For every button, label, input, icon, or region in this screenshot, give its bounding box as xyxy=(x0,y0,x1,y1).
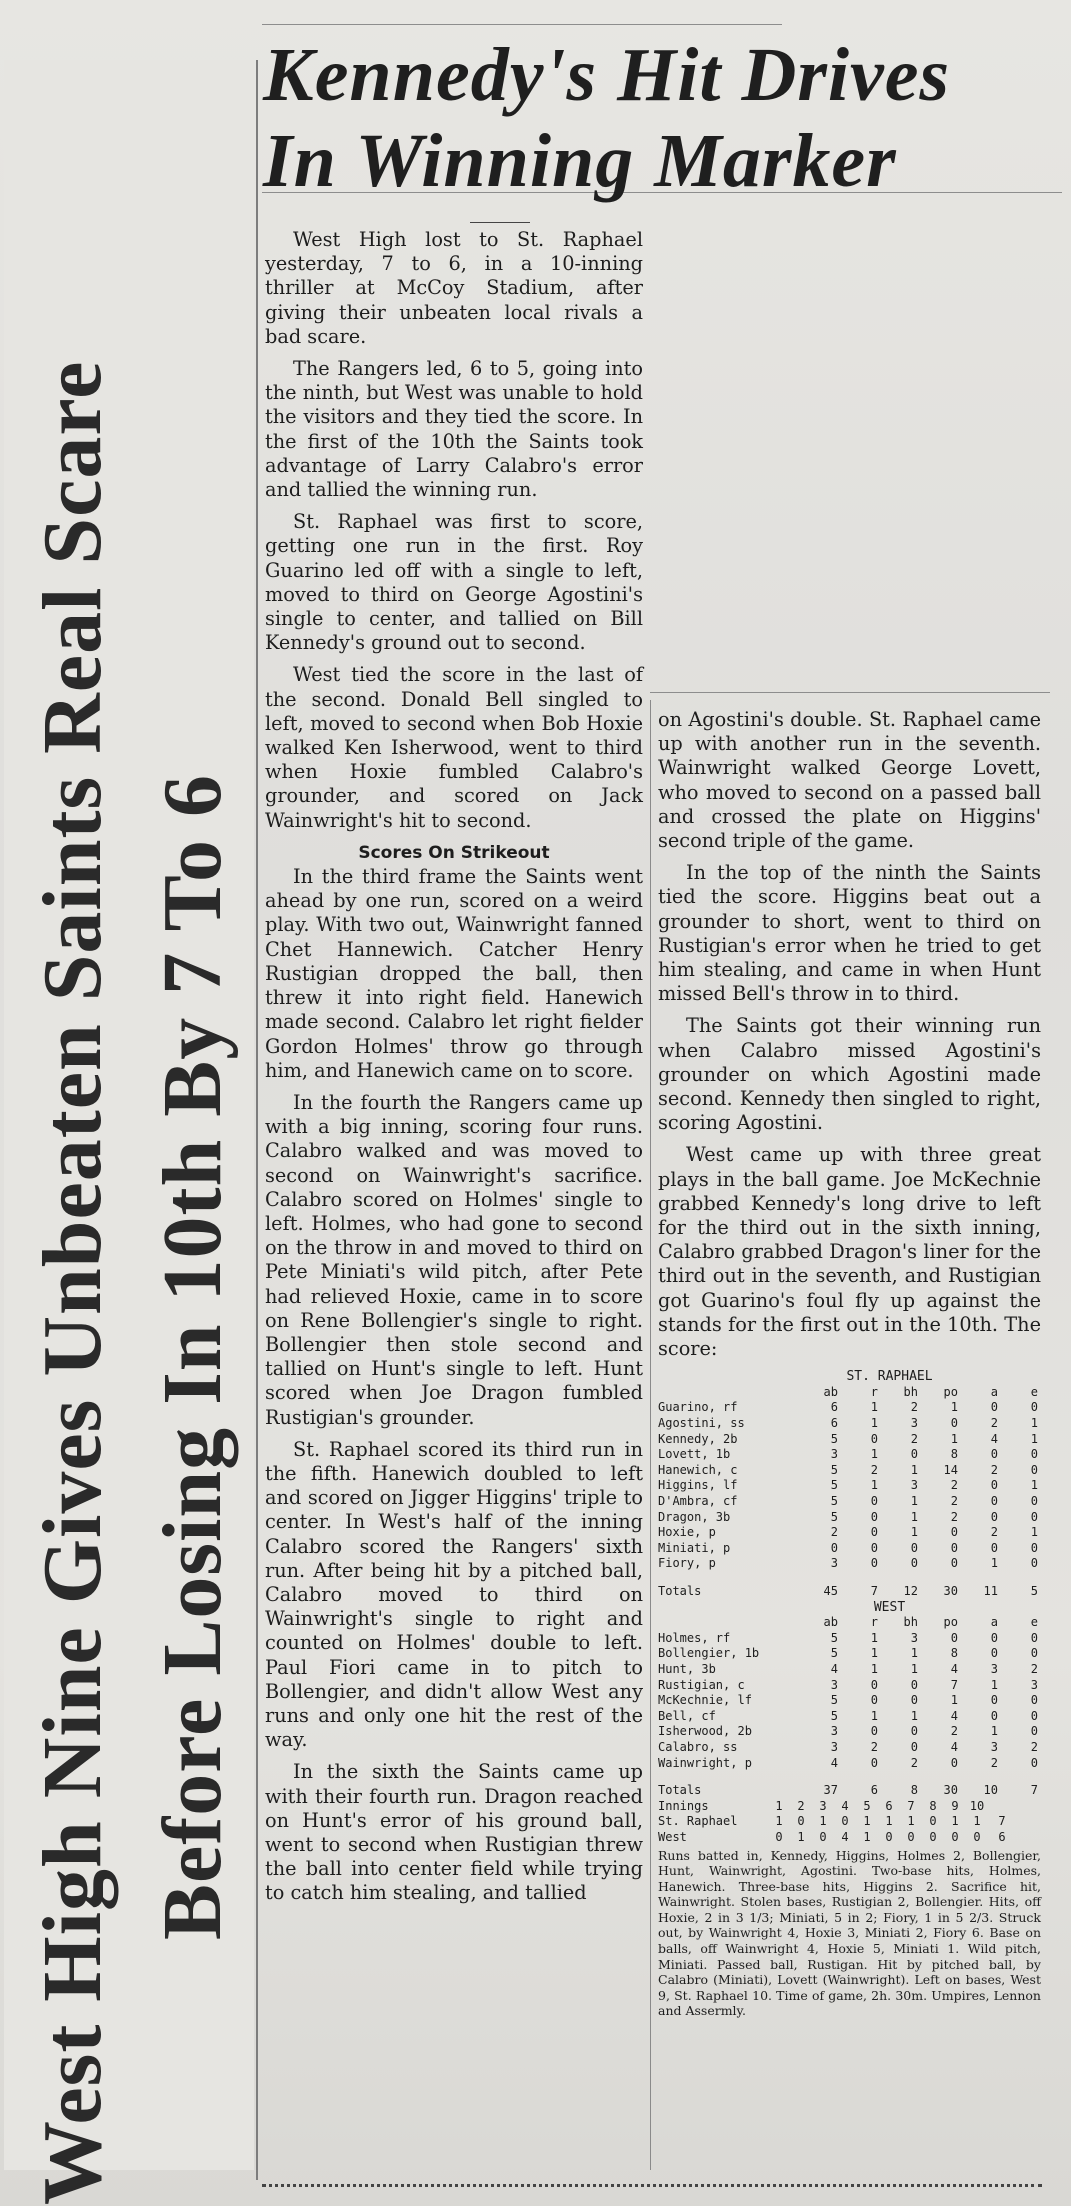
inning-number: 6 xyxy=(885,1798,893,1813)
player-name: D'Ambra, cf xyxy=(658,1494,738,1509)
player-name: Agostini, ss xyxy=(658,1416,745,1431)
stat-cell: 0 xyxy=(1030,1540,1038,1555)
total-bh: 12 xyxy=(903,1584,918,1598)
paragraph: West High lost to St. Raphael yesterday, 7 to 6, in a 10-inning thriller at McCoy Stadium, after giving their unbeaten local rivals a bad scare. xyxy=(265,228,643,348)
column-rule xyxy=(256,60,258,2180)
player-row xyxy=(658,1740,1041,1756)
stat-col-ab: ab xyxy=(823,1384,838,1399)
player-name: Hunt, 3b xyxy=(658,1661,716,1676)
stat-cell: 4 xyxy=(950,1708,958,1723)
inning-runs: 1 xyxy=(951,1814,959,1829)
dateline-dash xyxy=(470,222,530,223)
stat-cell: 3 xyxy=(830,1724,838,1739)
stat-cell: 5 xyxy=(830,1509,838,1524)
inning-runs: 1 xyxy=(775,1814,783,1829)
stat-cell: 4 xyxy=(950,1661,958,1676)
player-row xyxy=(658,1478,1041,1494)
stat-cell: 1 xyxy=(1030,1416,1038,1431)
player-row xyxy=(658,1525,1041,1541)
stat-cell: 0 xyxy=(1030,1509,1038,1524)
stat-cell: 0 xyxy=(990,1540,998,1555)
innings-label: Innings xyxy=(658,1798,709,1813)
total-bh: 8 xyxy=(910,1783,918,1798)
stat-cell: 0 xyxy=(1030,1646,1038,1661)
total-po: 30 xyxy=(943,1783,958,1798)
paragraph: West came up with three great plays in the ball game. Joe McKechnie grabbed Kennedy's long drive to left for the third out in the sixth inning, Calabro grabbed Dragon's liner for the third out in the seventh, and Rustigian got Guarino's foul fly up against the stands for the first out in the 10th. The score: xyxy=(658,1143,1041,1361)
west-player-rows xyxy=(658,1631,1041,1771)
stat-cell: 0 xyxy=(910,1693,918,1708)
paragraph: In the sixth the Saints came up with their fourth run. Dragon reached on Hunt's error of his ground ball, went to second when Rustigian threw the ball into center field while trying to catch him stealing, and tallied xyxy=(265,1760,643,1905)
stat-col-r: r xyxy=(870,1615,878,1630)
side-headline-line1: West High Nine Gives Unbeaten Saints Real Scare xyxy=(26,360,119,2205)
stat-cell: 3 xyxy=(990,1739,998,1754)
linescore-total: 6 xyxy=(998,1829,1006,1844)
stat-cell: 0 xyxy=(910,1540,918,1555)
box-score-notes: Runs batted in, Kennedy, Higgins, Holmes 2, Bollengier, Hunt, Wainwright, Agostini. Two-base hits, Holmes, Hanewich. Three-base hits, Higgins 2. Sacrifice hit, Wainwright. Stolen bases, Rustigian 2, Bollengier. Hits, off Hoxie, 2 in 3 1/3; Miniati, 5 in 2; Fiory, 1 in 5 2/3. Struck out, by Wainwright 4, Hoxie 3, Miniati 2, Fiory 6. Base on balls, off Wainwright 4, Hoxie 5, Miniati 1. Wild pitch, Miniati. Passed ball, Rustigan. Hit by pitched ball, by Calabro (Miniati), Lovett (Wainwright). Left on bases, West 9, St. Raphael 10. Time of game, 2h. 30m. Umpires, Lennon and Assermly. xyxy=(658,1847,1041,2019)
player-row xyxy=(658,1678,1041,1694)
inning-runs: 1 xyxy=(819,1814,827,1829)
stat-cell: 0 xyxy=(870,1693,878,1708)
total-po: 30 xyxy=(943,1584,958,1598)
stat-cell: 0 xyxy=(830,1540,838,1555)
player-name: Bollengier, 1b xyxy=(658,1646,760,1661)
stat-cell: 0 xyxy=(990,1708,998,1723)
stat-cell: 0 xyxy=(910,1447,918,1462)
stat-cell: 7 xyxy=(950,1677,958,1692)
stat-cell: 1 xyxy=(950,1431,958,1446)
stat-cell: 0 xyxy=(1030,1400,1038,1415)
player-name: Calabro, ss xyxy=(658,1739,738,1754)
stat-header-row xyxy=(658,1615,1041,1631)
total-ab: 45 xyxy=(823,1584,838,1598)
player-name: Higgins, lf xyxy=(658,1478,738,1493)
player-name: Holmes, rf xyxy=(658,1630,731,1645)
stat-cell: 0 xyxy=(950,1755,958,1770)
player-row xyxy=(658,1662,1041,1678)
stat-cell: 6 xyxy=(830,1400,838,1415)
stat-cell: 2 xyxy=(990,1416,998,1431)
stat-cell: 1 xyxy=(870,1708,878,1723)
player-name: Isherwood, 2b xyxy=(658,1724,752,1739)
player-name: Bell, cf xyxy=(658,1708,716,1723)
stat-cell: 3 xyxy=(1030,1677,1038,1692)
stat-cell: 0 xyxy=(910,1724,918,1739)
top-rule xyxy=(262,24,782,25)
paragraph: on Agostini's double. St. Raphael came up with another run in the seventh. Wainwright walked George Lovett, who moved to second on a passed ball and crossed the plate on Higgins' second triple of the game. xyxy=(658,708,1041,853)
linescore-row xyxy=(658,1830,1041,1846)
west-totals-row xyxy=(658,1783,1041,1799)
inning-runs: 1 xyxy=(863,1814,871,1829)
stat-cell: 0 xyxy=(1030,1447,1038,1462)
stat-cell: 1 xyxy=(910,1525,918,1540)
stat-cell: 1 xyxy=(870,1478,878,1493)
inning-number: 2 xyxy=(797,1798,805,1813)
stat-cell: 0 xyxy=(990,1693,998,1708)
innings-header xyxy=(658,1799,1041,1815)
linescore-team: St. Raphael xyxy=(658,1814,738,1829)
stat-col-bh: bh xyxy=(903,1615,918,1630)
stat-cell: 1 xyxy=(870,1400,878,1415)
stat-cell: 1 xyxy=(910,1708,918,1723)
stat-cell: 1 xyxy=(910,1462,918,1477)
stat-cell: 4 xyxy=(990,1431,998,1446)
player-row xyxy=(658,1724,1041,1740)
paragraph: St. Raphael was first to score, getting one run in the first. Roy Guarino led off with a single to left, moved to third on George Agostini's single to center, and tallied on Bill Kennedy's ground out to second. xyxy=(265,510,643,655)
inning-runs: 1 xyxy=(907,1814,915,1829)
side-headline-line2: Before Losing In 10th By 7 To 6 xyxy=(146,773,239,1940)
stat-col-po: po xyxy=(943,1615,958,1630)
side-headline xyxy=(4,60,254,2205)
stat-cell: 0 xyxy=(1030,1693,1038,1708)
article-column-1 xyxy=(265,228,643,1914)
stat-col-bh: bh xyxy=(903,1384,918,1399)
player-name: Dragon, 3b xyxy=(658,1509,731,1524)
stat-cell: 2 xyxy=(950,1494,958,1509)
inning-runs: 0 xyxy=(885,1829,893,1844)
stat-cell: 0 xyxy=(990,1509,998,1524)
stat-cell: 1 xyxy=(870,1416,878,1431)
article-column-2 xyxy=(658,708,1041,2019)
player-row xyxy=(658,1432,1041,1448)
stat-cell: 4 xyxy=(830,1755,838,1770)
inning-runs: 0 xyxy=(929,1829,937,1844)
stat-cell: 0 xyxy=(1030,1630,1038,1645)
player-row xyxy=(658,1541,1041,1557)
total-e: 7 xyxy=(1030,1783,1038,1798)
linescore-row xyxy=(658,1814,1041,1830)
stat-cell: 8 xyxy=(950,1646,958,1661)
team-name-saints: ST. RAPHAEL xyxy=(846,1369,933,1385)
player-name: Kennedy, 2b xyxy=(658,1431,738,1446)
stat-cell: 0 xyxy=(910,1677,918,1692)
player-row xyxy=(658,1400,1041,1416)
stat-cell: 5 xyxy=(830,1431,838,1446)
stat-cell: 0 xyxy=(990,1447,998,1462)
stat-cell: 0 xyxy=(1030,1755,1038,1770)
subheading: Scores On Strikeout xyxy=(358,842,550,863)
stat-cell: 0 xyxy=(870,1509,878,1524)
player-row xyxy=(658,1631,1041,1647)
stat-col-e: e xyxy=(1030,1384,1038,1399)
stat-cell: 0 xyxy=(950,1630,958,1645)
stat-col-ab: ab xyxy=(823,1615,838,1630)
player-row xyxy=(658,1756,1041,1772)
stat-cell: 1 xyxy=(910,1494,918,1509)
stat-col-e: e xyxy=(1030,1615,1038,1630)
player-row xyxy=(658,1416,1041,1432)
player-row xyxy=(658,1510,1041,1526)
player-name: Miniati, p xyxy=(658,1540,731,1555)
stat-cell: 1 xyxy=(1030,1525,1038,1540)
player-row xyxy=(658,1556,1041,1572)
inning-runs: 1 xyxy=(885,1814,893,1829)
stat-cell: 2 xyxy=(950,1478,958,1493)
stat-cell: 0 xyxy=(910,1739,918,1754)
stat-cell: 0 xyxy=(1030,1462,1038,1477)
column-divider xyxy=(650,700,651,2170)
stat-cell: 0 xyxy=(1030,1556,1038,1571)
stat-cell: 2 xyxy=(830,1525,838,1540)
stat-cell: 0 xyxy=(950,1556,958,1571)
box-score xyxy=(658,1369,1041,2019)
player-row xyxy=(658,1693,1041,1709)
stat-cell: 3 xyxy=(910,1630,918,1645)
headline-line1: Kennedy's Hit Drives xyxy=(263,33,951,117)
stat-cell: 6 xyxy=(830,1416,838,1431)
stat-cell: 5 xyxy=(830,1462,838,1477)
inning-number: 4 xyxy=(841,1798,849,1813)
player-name: Wainwright, p xyxy=(658,1755,752,1770)
stat-cell: 2 xyxy=(950,1509,958,1524)
inning-runs: 0 xyxy=(819,1829,827,1844)
inning-number: 1 xyxy=(775,1798,783,1813)
stat-cell: 5 xyxy=(830,1693,838,1708)
inning-runs: 1 xyxy=(863,1829,871,1844)
stat-cell: 0 xyxy=(1030,1494,1038,1509)
stat-cell: 0 xyxy=(990,1494,998,1509)
stat-cell: 3 xyxy=(990,1661,998,1676)
stat-cell: 3 xyxy=(830,1556,838,1571)
saints-player-rows xyxy=(658,1400,1041,1572)
stat-cell: 1 xyxy=(870,1447,878,1462)
stat-cell: 4 xyxy=(830,1661,838,1676)
stat-cell: 1 xyxy=(870,1630,878,1645)
player-row xyxy=(658,1494,1041,1510)
article-headline xyxy=(263,32,1063,204)
paragraph: West tied the score in the last of the second. Donald Bell singled to left, moved to second when Bob Hoxie walked Ken Isherwood, went to third when Hoxie fumbled Calabro's grounder, and scored on Jack Wainwright's hit to second. xyxy=(265,663,643,832)
stat-cell: 3 xyxy=(910,1478,918,1493)
line-score xyxy=(658,1799,1041,1846)
stat-cell: 1 xyxy=(910,1646,918,1661)
saints-totals-row xyxy=(658,1584,1041,1600)
team-name-west: WEST xyxy=(873,1599,906,1615)
inning-runs: 1 xyxy=(797,1829,805,1844)
stat-cell: 1 xyxy=(950,1693,958,1708)
paragraph: St. Raphael scored its third run in the fifth. Hanewich doubled to left and scored on Jigger Higgins' triple to center. In West's half of the inning Calabro scored the Rangers' sixth run. After being hit by a pitched ball, Calabro moved to third on Wainwright's single to right and counted on Holmes' double to left. Paul Fiori came in to pitch to Bollengier, and didn't allow West any runs and only one hit the rest of the way. xyxy=(265,1437,643,1752)
stat-cell: 1 xyxy=(870,1661,878,1676)
stat-cell: 5 xyxy=(830,1708,838,1723)
stat-cell: 2 xyxy=(990,1525,998,1540)
stat-col-r: r xyxy=(870,1384,878,1399)
stat-cell: 1 xyxy=(950,1400,958,1415)
stat-cell: 0 xyxy=(990,1646,998,1661)
stat-cell: 1 xyxy=(1030,1431,1038,1446)
stat-cell: 0 xyxy=(870,1431,878,1446)
stat-cell: 0 xyxy=(990,1478,998,1493)
stat-cell: 1 xyxy=(990,1556,998,1571)
player-name: Hanewich, c xyxy=(658,1462,738,1477)
inning-runs: 0 xyxy=(929,1814,937,1829)
stat-cell: 0 xyxy=(870,1724,878,1739)
stat-cell: 2 xyxy=(950,1724,958,1739)
stat-cell: 0 xyxy=(870,1677,878,1692)
inning-runs: 1 xyxy=(973,1814,981,1829)
stat-cell: 0 xyxy=(990,1630,998,1645)
stat-cell: 14 xyxy=(943,1462,958,1477)
totals-label: Totals xyxy=(658,1584,702,1598)
stat-cell: 1 xyxy=(910,1509,918,1524)
player-name: Fiory, p xyxy=(658,1556,716,1571)
inning-runs: 0 xyxy=(907,1829,915,1844)
stat-cell: 3 xyxy=(830,1677,838,1692)
paragraph: In the third frame the Saints went ahead by one run, scored on a weird play. With two out, Wainwright fanned Chet Hannewich. Catcher Henry Rustigian dropped the ball, then threw it into right field. Hanewich made second. Calabro let right fielder Gordon Holmes' throw go through him, and Hanewich came on to score. xyxy=(265,865,643,1082)
player-name: Hoxie, p xyxy=(658,1525,716,1540)
player-name: Guarino, rf xyxy=(658,1400,738,1415)
stat-cell: 5 xyxy=(830,1630,838,1645)
stat-cell: 2 xyxy=(910,1755,918,1770)
stat-cell: 1 xyxy=(990,1677,998,1692)
player-name: Lovett, 1b xyxy=(658,1447,731,1462)
stat-cell: 2 xyxy=(1030,1661,1038,1676)
headline-line2: In Winning Marker xyxy=(263,119,897,203)
stat-cell: 8 xyxy=(950,1447,958,1462)
stat-cell: 0 xyxy=(870,1525,878,1540)
stat-cell: 5 xyxy=(830,1478,838,1493)
stat-cell: 0 xyxy=(1030,1708,1038,1723)
inning-number: 5 xyxy=(863,1798,871,1813)
stat-cell: 0 xyxy=(870,1494,878,1509)
stat-cell: 0 xyxy=(910,1556,918,1571)
stat-cell: 0 xyxy=(1030,1724,1038,1739)
linescore-team: West xyxy=(658,1829,687,1844)
inning-runs: 0 xyxy=(951,1829,959,1844)
stat-cell: 2 xyxy=(990,1755,998,1770)
totals-label: Totals xyxy=(658,1783,702,1798)
paragraph: The Saints got their winning run when Calabro missed Agostini's grounder on which Agostini made second. Kennedy then singled to right, scoring Agostini. xyxy=(658,1014,1041,1135)
stat-cell: 2 xyxy=(910,1431,918,1446)
stat-cell: 3 xyxy=(910,1416,918,1431)
inning-number: 8 xyxy=(929,1798,937,1813)
paragraph: The Rangers led, 6 to 5, going into the ninth, but West was unable to hold the visitors and they tied the score. In the first of the 10th the Saints took advantage of Larry Calabro's error and tallied the winning run. xyxy=(265,357,643,502)
total-ab: 37 xyxy=(823,1783,838,1798)
stat-col-po: po xyxy=(943,1384,958,1399)
stat-cell: 0 xyxy=(870,1540,878,1555)
inning-number: 10 xyxy=(969,1798,985,1813)
stat-cell: 1 xyxy=(870,1646,878,1661)
inning-runs: 4 xyxy=(841,1829,849,1844)
total-a: 10 xyxy=(983,1783,998,1798)
stat-cell: 4 xyxy=(950,1739,958,1754)
stat-cell: 2 xyxy=(910,1400,918,1415)
player-row xyxy=(658,1646,1041,1662)
total-a: 11 xyxy=(983,1584,998,1598)
inning-runs: 0 xyxy=(797,1814,805,1829)
stat-cell: 5 xyxy=(830,1494,838,1509)
stat-col-a: a xyxy=(990,1615,998,1630)
inning-number: 3 xyxy=(819,1798,827,1813)
paragraph: In the top of the ninth the Saints tied the score. Higgins beat out a grounder to short, went to third on Rustigian's error when he tried to get him stealing, and came in when Hunt missed Bell's throw in to third. xyxy=(658,861,1041,1006)
player-name: Rustigian, c xyxy=(658,1677,745,1692)
stat-col-a: a xyxy=(990,1384,998,1399)
bottom-dotted-border xyxy=(262,2184,1042,2187)
player-row xyxy=(658,1463,1041,1479)
inning-number: 7 xyxy=(907,1798,915,1813)
player-row xyxy=(658,1447,1041,1463)
stat-cell: 2 xyxy=(1030,1739,1038,1754)
linescore-total: 7 xyxy=(998,1814,1006,1829)
stat-cell: 1 xyxy=(990,1724,998,1739)
stat-cell: 0 xyxy=(870,1556,878,1571)
stat-cell: 2 xyxy=(990,1462,998,1477)
stat-cell: 2 xyxy=(870,1739,878,1754)
stat-cell: 0 xyxy=(990,1400,998,1415)
stat-cell: 3 xyxy=(830,1739,838,1754)
inning-runs: 0 xyxy=(973,1829,981,1844)
photo-bottom-rule xyxy=(650,692,1050,693)
inning-number: 9 xyxy=(951,1798,959,1813)
stat-cell: 0 xyxy=(870,1755,878,1770)
total-r: 6 xyxy=(870,1783,878,1798)
player-name: McKechnie, lf xyxy=(658,1693,752,1708)
stat-cell: 3 xyxy=(830,1447,838,1462)
paragraph: In the fourth the Rangers came up with a big inning, scoring four runs. Calabro walked and was moved to second on Wainwright's sacrifice. Calabro scored on Holmes' single to left. Holmes, who had gone to second on the throw in and moved to third on Pete Miniati's wild pitch, after Pete had relieved Hoxie, came in to score on Rene Bollengier's single to right. Bollengier then stole second and tallied on Hunt's single to left. Hunt scored when Joe Dragon fumbled Rustigian's grounder. xyxy=(265,1090,643,1429)
stat-cell: 0 xyxy=(950,1525,958,1540)
player-row xyxy=(658,1709,1041,1725)
stat-cell: 2 xyxy=(870,1462,878,1477)
blank-photo-area xyxy=(658,215,1038,685)
stat-cell: 1 xyxy=(1030,1478,1038,1493)
stat-header-row xyxy=(658,1385,1041,1401)
total-e: 5 xyxy=(1030,1584,1038,1598)
inning-runs: 0 xyxy=(775,1829,783,1844)
stat-cell: 0 xyxy=(950,1540,958,1555)
stat-cell: 1 xyxy=(910,1661,918,1676)
inning-runs: 0 xyxy=(841,1814,849,1829)
stat-cell: 5 xyxy=(830,1646,838,1661)
stat-cell: 0 xyxy=(950,1416,958,1431)
total-r: 7 xyxy=(870,1584,878,1598)
